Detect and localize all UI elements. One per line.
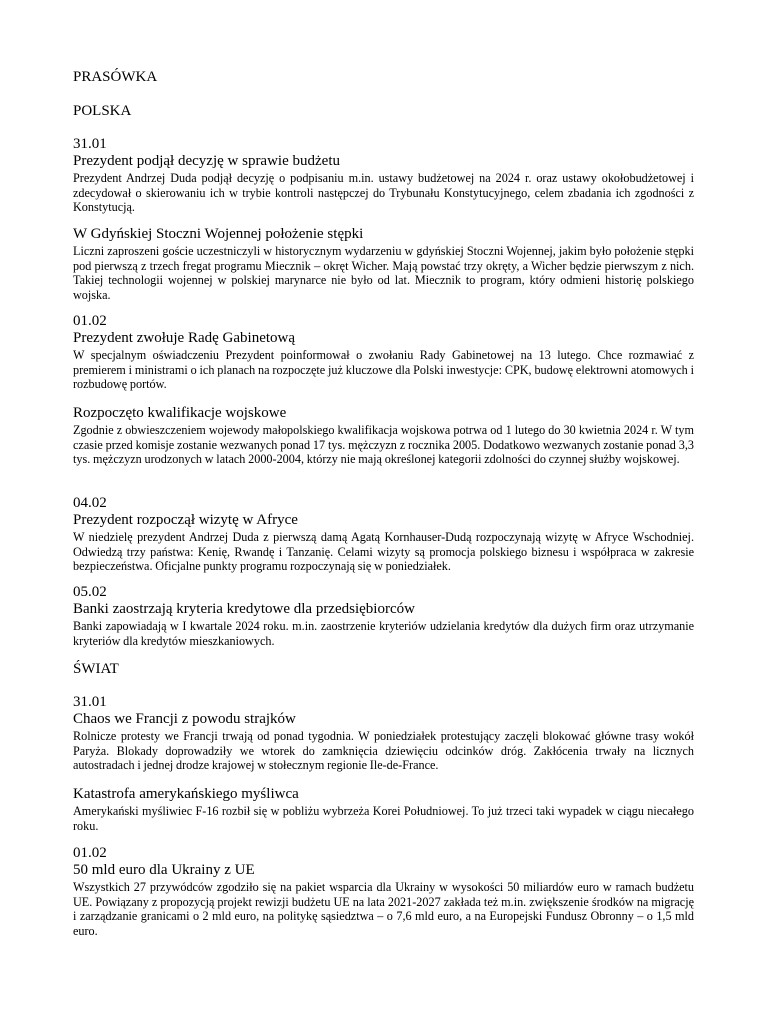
article-headline: Prezydent zwołuje Radę Gabinetową xyxy=(73,330,296,346)
article-headline: W Gdyńskiej Stoczni Wojennej położenie stępki xyxy=(73,226,364,242)
article-body: W specjalnym oświadczeniu Prezydent poinformował o zwołaniu Rady Gabinetowej na 13 lutego. Chce rozmawiać z premierem i ministrami o ich planach na rozpoczęte już kluczowe dla Polski inwestycje: CPK, budowę elektrowni atomowych i rozbudowę portów. xyxy=(73,348,694,391)
article xyxy=(73,330,694,392)
date-label: 01.02 xyxy=(73,313,107,329)
section-heading-swiat: ŚWIAT xyxy=(73,661,119,677)
article-headline: Chaos we Francji z powodu strajków xyxy=(73,711,296,727)
article xyxy=(73,862,694,938)
section-heading-polska: POLSKA xyxy=(73,103,132,119)
article xyxy=(73,786,694,833)
date-label: 31.01 xyxy=(73,694,107,710)
article-body: Wszystkich 27 przywódców zgodziło się na pakiet wsparcia dla Ukrainy w wysokości 50 miliardów euro w ramach budżetu UE. Powiązany z propozycją projekt rewizji budżetu UE na lata 2021-2027 zakłada też m.in. zwiększenie środków na migrację i zarządzanie granicami o 2 mld euro, na politykę sąsiedztwa – o 7,6 mld euro, a na Europejski Fundusz Obronny – o 1,5 mld euro. xyxy=(73,880,694,938)
date-label: 01.02 xyxy=(73,845,107,861)
article-headline: Banki zaostrzają kryteria kredytowe dla przedsiębiorców xyxy=(73,601,415,617)
document-title: PRASÓWKA xyxy=(73,69,158,85)
date-label: 31.01 xyxy=(73,136,107,152)
article-body: W niedzielę prezydent Andrzej Duda z pierwszą damą Agatą Kornhauser-Dudą rozpoczynają wizytę w Afryce Wschodniej. Odwiedzą trzy państwa: Kenię, Rwandę i Tanzanię. Celami wizyty są promocja polskiego biznesu i współpraca w zakresie bezpieczeństwa. Oficjalne punkty programu rozpoczynają się w poniedziałek. xyxy=(73,530,694,573)
article-headline: Katastrofa amerykańskiego myśliwca xyxy=(73,786,299,802)
article-body: Liczni zaproszeni goście uczestniczyli w historycznym wydarzeniu w gdyńskiej Stoczni Wojennej, jakim było położenie stępki pod pierwszą z trzech fregat programu Miecznik – okręt Wicher. Mają powstać trzy okręty, a Wicher będzie pierwszym z nich. Takiej technologii wojennej w polskiej marynarce nie było od lat. Miecznik to program, który odmieni historię polskiego wojska. xyxy=(73,244,694,302)
article xyxy=(73,153,694,215)
article-headline: Prezydent rozpoczął wizytę w Afryce xyxy=(73,512,298,528)
date-label: 05.02 xyxy=(73,584,107,600)
article-body: Prezydent Andrzej Duda podjął decyzję o podpisaniu m.in. ustawy budżetowej na 2024 r. oraz ustawy okołobudżetowej i zdecydował o skierowaniu ich w trybie kontroli następczej do Trybunału Konstytucyjnego, celem zbadania ich zgodności z Konstytucją. xyxy=(73,171,694,214)
article-body: Banki zapowiadają w I kwartale 2024 roku. m.in. zaostrzenie kryteriów udzielania kredytów dla dużych firm oraz utrzymanie kryteriów dla kredytów mieszkaniowych. xyxy=(73,619,694,648)
article-headline: Rozpoczęto kwalifikacje wojskowe xyxy=(73,405,287,421)
article-headline: Prezydent podjął decyzję w sprawie budżetu xyxy=(73,153,340,169)
date-label: 04.02 xyxy=(73,495,107,511)
article xyxy=(73,226,694,302)
article xyxy=(73,512,694,574)
article-body: Amerykański myśliwiec F-16 rozbił się w pobliżu wybrzeża Korei Południowej. To już trzeci taki wypadek w ciągu niecałego roku. xyxy=(73,804,694,833)
article xyxy=(73,711,694,773)
article-body: Zgodnie z obwieszczeniem wojewody małopolskiego kwalifikacja wojskowa potrwa od 1 lutego do 30 kwietnia 2024 r. W tym czasie przed komisje zostanie wezwanych ponad 17 tys. mężczyzn z rocznika 2005. Dodatkowo wezwanych zostanie ponad 3,3 tys. mężczyzn urodzonych w latach 2000-2004, którzy nie mają określonej kategorii zdolności do czynnej służby wojskowej. xyxy=(73,423,694,466)
article-body: Rolnicze protesty we Francji trwają od ponad tygodnia. W poniedziałek protestujący zaczęli blokować główne trasy wokół Paryża. Blokady doprowadziły we wtorek do zamknięcia dziewięciu odcinków dróg. Zakłócenia trwały na licznych autostradach i jednej drodze krajowej w stołecznym regionie Ile-de-France. xyxy=(73,729,694,772)
article-headline: 50 mld euro dla Ukrainy z UE xyxy=(73,862,255,878)
article xyxy=(73,405,694,467)
article xyxy=(73,601,694,648)
